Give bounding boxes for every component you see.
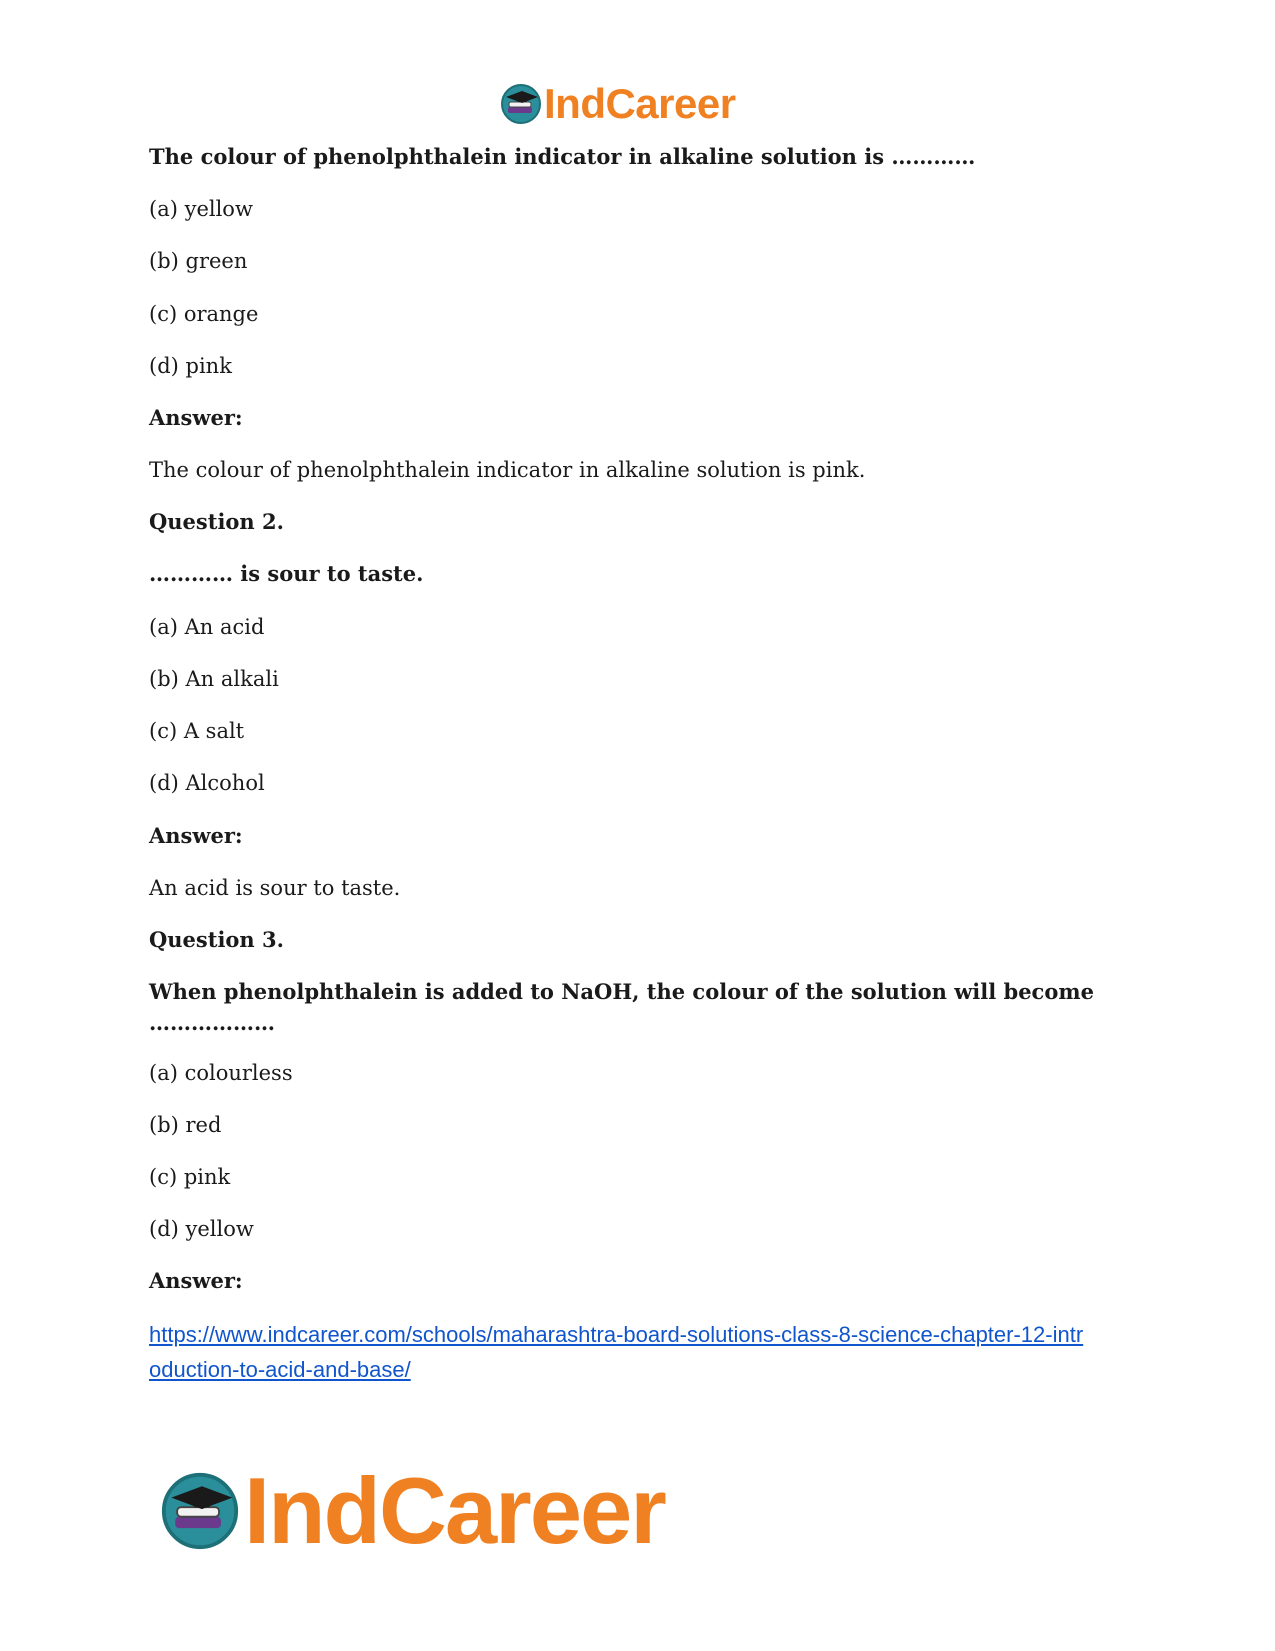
- source-link-line2[interactable]: oduction-to-acid-and-base/: [149, 1357, 411, 1382]
- q2-heading: Question 2.: [149, 509, 284, 534]
- q2-answer-label: Answer:: [149, 823, 243, 848]
- q2-option-c: (c) A salt: [149, 719, 245, 743]
- header-logo: [500, 80, 736, 128]
- graduation-cap-books-globe-icon: [500, 83, 542, 125]
- q2-option-a: (a) An acid: [149, 615, 265, 639]
- source-link-line1[interactable]: https://www.indcareer.com/schools/maharashtra-board-solutions-class-8-science-chapter-12-intr: [149, 1322, 1084, 1347]
- q3-answer-label: Answer:: [149, 1268, 243, 1293]
- q2-answer-text: An acid is sour to taste.: [149, 876, 401, 900]
- q3-prompt-line2: ………………: [149, 1010, 275, 1035]
- q1-answer-text: The colour of phenolphthalein indicator in alkaline solution is pink.: [149, 458, 866, 482]
- q3-prompt-line1: When phenolphthalein is added to NaOH, the colour of the solution will become: [149, 979, 1094, 1004]
- graduation-cap-books-globe-icon: [160, 1471, 240, 1551]
- q1-option-a: (a) yellow: [149, 197, 253, 221]
- footer-logo: [160, 1458, 665, 1563]
- q1-option-b: (b) green: [149, 249, 248, 273]
- q1-prompt: The colour of phenolphthalein indicator in alkaline solution is …………: [149, 144, 976, 169]
- q1-answer-label: Answer:: [149, 405, 243, 430]
- q3-heading: Question 3.: [149, 927, 284, 952]
- q3-option-b: (b) red: [149, 1113, 222, 1137]
- q2-prompt: ………… is sour to taste.: [149, 561, 424, 586]
- q3-option-d: (d) yellow: [149, 1217, 254, 1241]
- q1-option-c: (c) orange: [149, 302, 259, 326]
- q3-option-a: (a) colourless: [149, 1061, 293, 1085]
- q2-option-b: (b) An alkali: [149, 667, 279, 691]
- q3-option-c: (c) pink: [149, 1165, 231, 1189]
- logo-text-large: IndCareer: [244, 1458, 665, 1563]
- q1-option-d: (d) pink: [149, 354, 232, 378]
- logo-text: IndCareer: [544, 80, 736, 127]
- q2-option-d: (d) Alcohol: [149, 771, 265, 795]
